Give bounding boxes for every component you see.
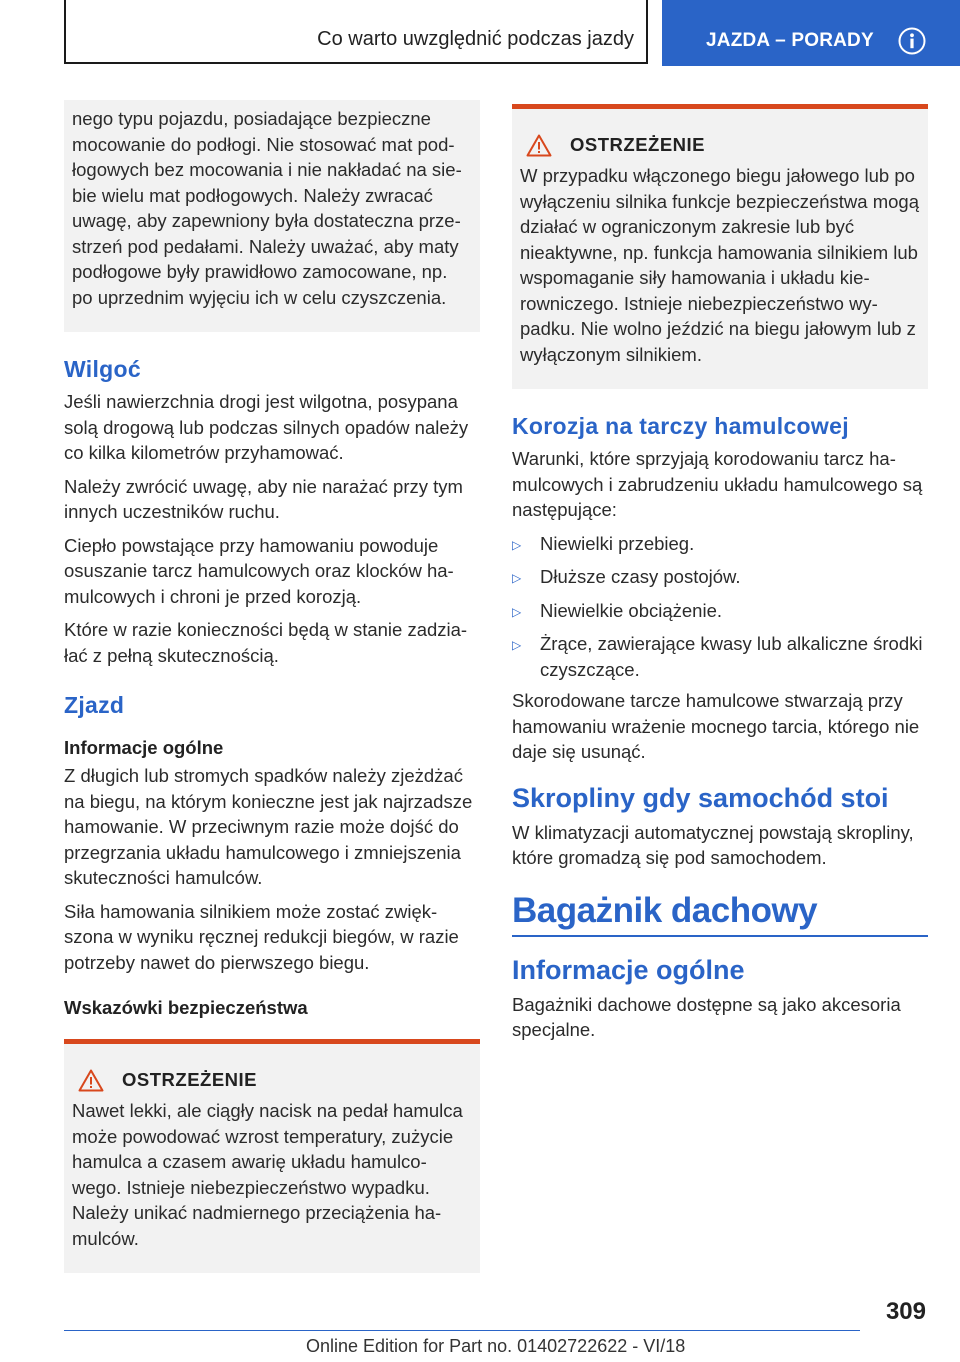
paragraph: Należy zwrócić uwagę, aby nie narażać przy tym innych uczestników ruchu. xyxy=(64,475,463,522)
continued-info-box xyxy=(64,100,480,332)
bullet-list xyxy=(512,531,928,683)
left-column xyxy=(64,100,480,1273)
triangle-bullet-icon: ▷ xyxy=(512,537,522,552)
warning-box xyxy=(64,1039,480,1273)
page-number: 309 xyxy=(885,1298,926,1325)
paragraph: Skorodowane tarcze hamulcowe stwarzają przy hamowaniu wrażenie mocnego tarcia, którego nie daje się usunąć. xyxy=(512,690,920,762)
subsection-title-info: Informacje ogólne xyxy=(64,737,224,758)
info-icon[interactable] xyxy=(898,27,926,55)
warning-text: Nawet lekki, ale ciągły nacisk na pedał hamulca może powodować wzrost temperatury, zużycie hamulca a czasem awarię układu hamulco-wego. Istnieje niebezpieczeństwo wypadku. Należy unikać nadmiernego przeciążenia ha-mulców. xyxy=(72,1100,463,1249)
paragraph: Siła hamowania silnikiem może zostać zwięk-szona w wyniku ręcznej redukcji biegów, w razie potrzeby nawet do pierwszego biegu. xyxy=(64,900,459,973)
header-title: Co warto uwzględnić podczas jazdy xyxy=(317,28,634,50)
paragraph: Jeśli nawierzchnia drogi jest wilgotna, posypana solą drogową lub podczas silnych opadów należy co kilka kilometrów przyhamować. xyxy=(64,391,469,463)
section-label: JAZDA – PORADY xyxy=(706,30,874,51)
paragraph: Ciepło powstające przy hamowaniu powoduje osuszanie tarcz hamulcowych oraz klocków ha-mulcowych i chroni je przed korozją. xyxy=(64,534,454,607)
running-header xyxy=(64,0,648,64)
footer-edition: Online Edition for Part no. 01402722622 - VI/18 xyxy=(306,1336,686,1356)
chapter-title-bagaznik: Bagażnik dachowy xyxy=(512,890,818,930)
paragraph: W klimatyzacji automatycznej powstają skropliny, które gromadzą się pod samochodem. xyxy=(512,821,914,868)
section-tab[interactable] xyxy=(662,0,960,66)
warning-box xyxy=(512,104,928,389)
footer-divider xyxy=(64,1330,860,1331)
paragraph: Z długich lub stromych spadków należy zjeżdżać na biegu, na którym konieczne jest jak najrzadsze hamowanie. W przeciwnym razie może dojść do przegrzania układu hamulcowego i zmniejszenia skuteczności hamulców. xyxy=(64,765,473,888)
list-item: ▷ Dłuższe czasy postojów. xyxy=(512,564,928,592)
paragraph: Warunki, które sprzyjają korodowaniu tarcz ha-mulcowych i zabrudzeniu układu hamulcowego są następujące: xyxy=(512,448,923,520)
triangle-bullet-icon: ▷ xyxy=(512,571,522,585)
section-title-korozja: Korozja na tarczy hamulcowej xyxy=(512,413,849,439)
paragraph: Które w razie konieczności będą w stanie zadzia-łać z pełną skutecznością. xyxy=(64,619,468,666)
warning-text: W przypadku włączonego biegu jałowego lub po wyłączeniu silnika funkcje bezpieczeństwa mogą działać w ograniczonym zakresie lub być nieaktywne, np. funkcja hamowania silnikiem lub wspomaganie siły hamowania i układu kie-rowniczego. Istnieje niebezpieczeństwo wy-padku. Nie wolno jeździć na biegu jałowym lub z wyłączonym silnikiem. xyxy=(520,165,919,365)
list-item: ▷ Żrące, zawierające kwasy lub alkaliczne środki czyszczące. xyxy=(512,631,928,682)
warning-header xyxy=(72,1068,472,1092)
chapter-heading-block xyxy=(512,891,928,937)
list-item: ▷ Niewielkie obciążenie. xyxy=(512,598,928,626)
warning-triangle-icon xyxy=(78,1069,104,1092)
section-title-info: Informacje ogólne xyxy=(512,954,745,985)
warning-header xyxy=(520,133,920,157)
subsection-title-safety: Wskazówki bezpieczeństwa xyxy=(64,997,308,1018)
right-column xyxy=(512,100,928,1051)
warning-title: OSTRZEŻENIE xyxy=(122,1069,258,1090)
warning-title: OSTRZEŻENIE xyxy=(570,134,706,155)
warning-triangle-icon xyxy=(526,134,552,157)
paragraph: Bagażniki dachowe dostępne są jako akcesoria specjalne. xyxy=(512,993,901,1040)
list-item: ▷ Niewielki przebieg. xyxy=(512,531,928,559)
triangle-bullet-icon: ▷ xyxy=(512,638,522,652)
continued-text: nego typu pojazdu, posiadające bezpieczne mocowanie do podłogi. Nie stosować mat pod-łogowych bez mocowania i nie nakładać na sie-bie wielu mat podłogowych. Należy zwracać uwagę, aby zapewniony była dostateczna prze-strzeń pod pedałami. Należy uważać, aby maty podłogowe były prawidłowo zamocowane, np. po uprzednim wyjęciu ich w celu czyszczenia. xyxy=(72,108,462,308)
triangle-bullet-icon: ▷ xyxy=(512,604,522,619)
section-title-wilgoc: Wilgoć xyxy=(64,356,141,382)
section-title-skropliny: Skropliny gdy samochód stoi xyxy=(512,782,889,813)
section-title-zjazd: Zjazd xyxy=(64,692,125,718)
